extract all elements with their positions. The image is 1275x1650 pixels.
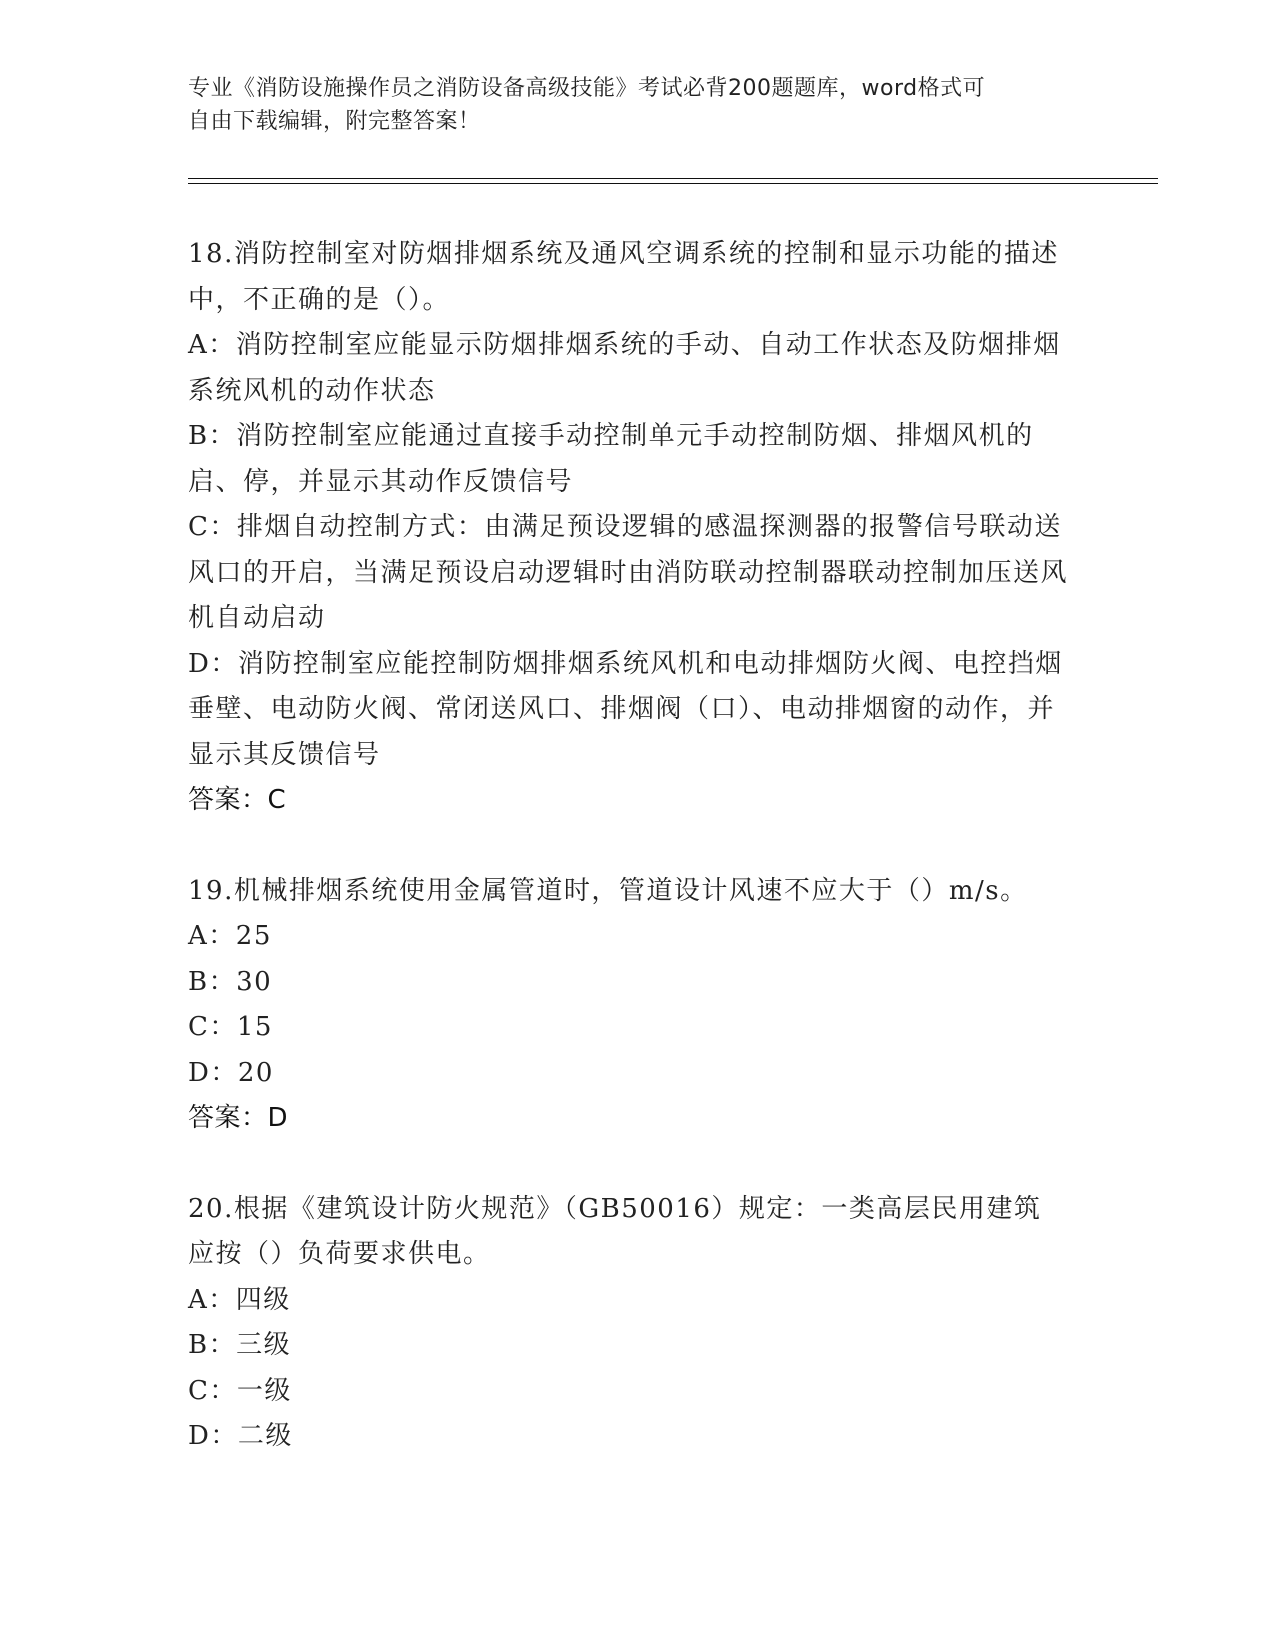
answer-line: 答案：D xyxy=(188,1103,289,1133)
question-spacer xyxy=(188,824,1068,869)
option-b: B：30 xyxy=(188,966,273,997)
option-d: D：20 xyxy=(188,1057,274,1088)
question-stem: 18.消防控制室对防烟排烟系统及通风空调系统的控制和显示功能的描述中，不正确的是（）。 xyxy=(188,239,1059,315)
option-c: C：排烟自动控制方式：由满足预设逻辑的感温探测器的报警信号联动送风口的开启，当满足预设启动逻辑时由消防联动控制器联动控制加压送风机自动启动 xyxy=(188,512,1069,633)
header-line-1: 专业《消防设施操作员之消防设备高级技能》考试必背200题题库，word格式可 xyxy=(188,76,986,101)
question-list xyxy=(188,232,1068,1460)
header-divider-top xyxy=(188,178,1158,179)
option-a: A：消防控制室应能显示防烟排烟系统的手动、自动工作状态及防烟排烟系统风机的动作状态 xyxy=(188,330,1061,406)
option-b: B：消防控制室应能通过直接手动控制单元手动控制防烟、排烟风机的启、停，并显示其动作反馈信号 xyxy=(188,421,1034,497)
answer-line: 答案：C xyxy=(188,785,287,815)
question-18 xyxy=(188,232,1068,824)
question-stem: 20.根据《建筑设计防火规范》（GB50016）规定：一类高层民用建筑应按（）负荷要求供电。 xyxy=(188,1193,1042,1269)
option-a: A：四级 xyxy=(188,1284,291,1315)
option-a: A：25 xyxy=(188,921,272,951)
option-d: D：消防控制室应能控制防烟排烟系统风机和电动排烟防火阀、电控挡烟垂壁、电动防火阀、常闭送风口、排烟阀（口）、电动排烟窗的动作，并显示其反馈信号 xyxy=(188,648,1063,770)
header-line-2: 自由下载编辑，附完整答案！ xyxy=(188,109,481,134)
option-c: C：一级 xyxy=(188,1375,292,1406)
header-divider-bottom xyxy=(188,183,1158,184)
question-stem: 19.机械排烟系统使用金属管道时，管道设计风速不应大于（）m/s。 xyxy=(188,875,1028,906)
question-20 xyxy=(188,1187,1068,1460)
question-spacer xyxy=(188,1142,1068,1187)
document-header xyxy=(188,72,1068,138)
option-b: B：三级 xyxy=(188,1330,292,1360)
option-d: D：二级 xyxy=(188,1421,293,1451)
option-c: C：15 xyxy=(188,1012,273,1042)
question-19 xyxy=(188,869,1068,1142)
